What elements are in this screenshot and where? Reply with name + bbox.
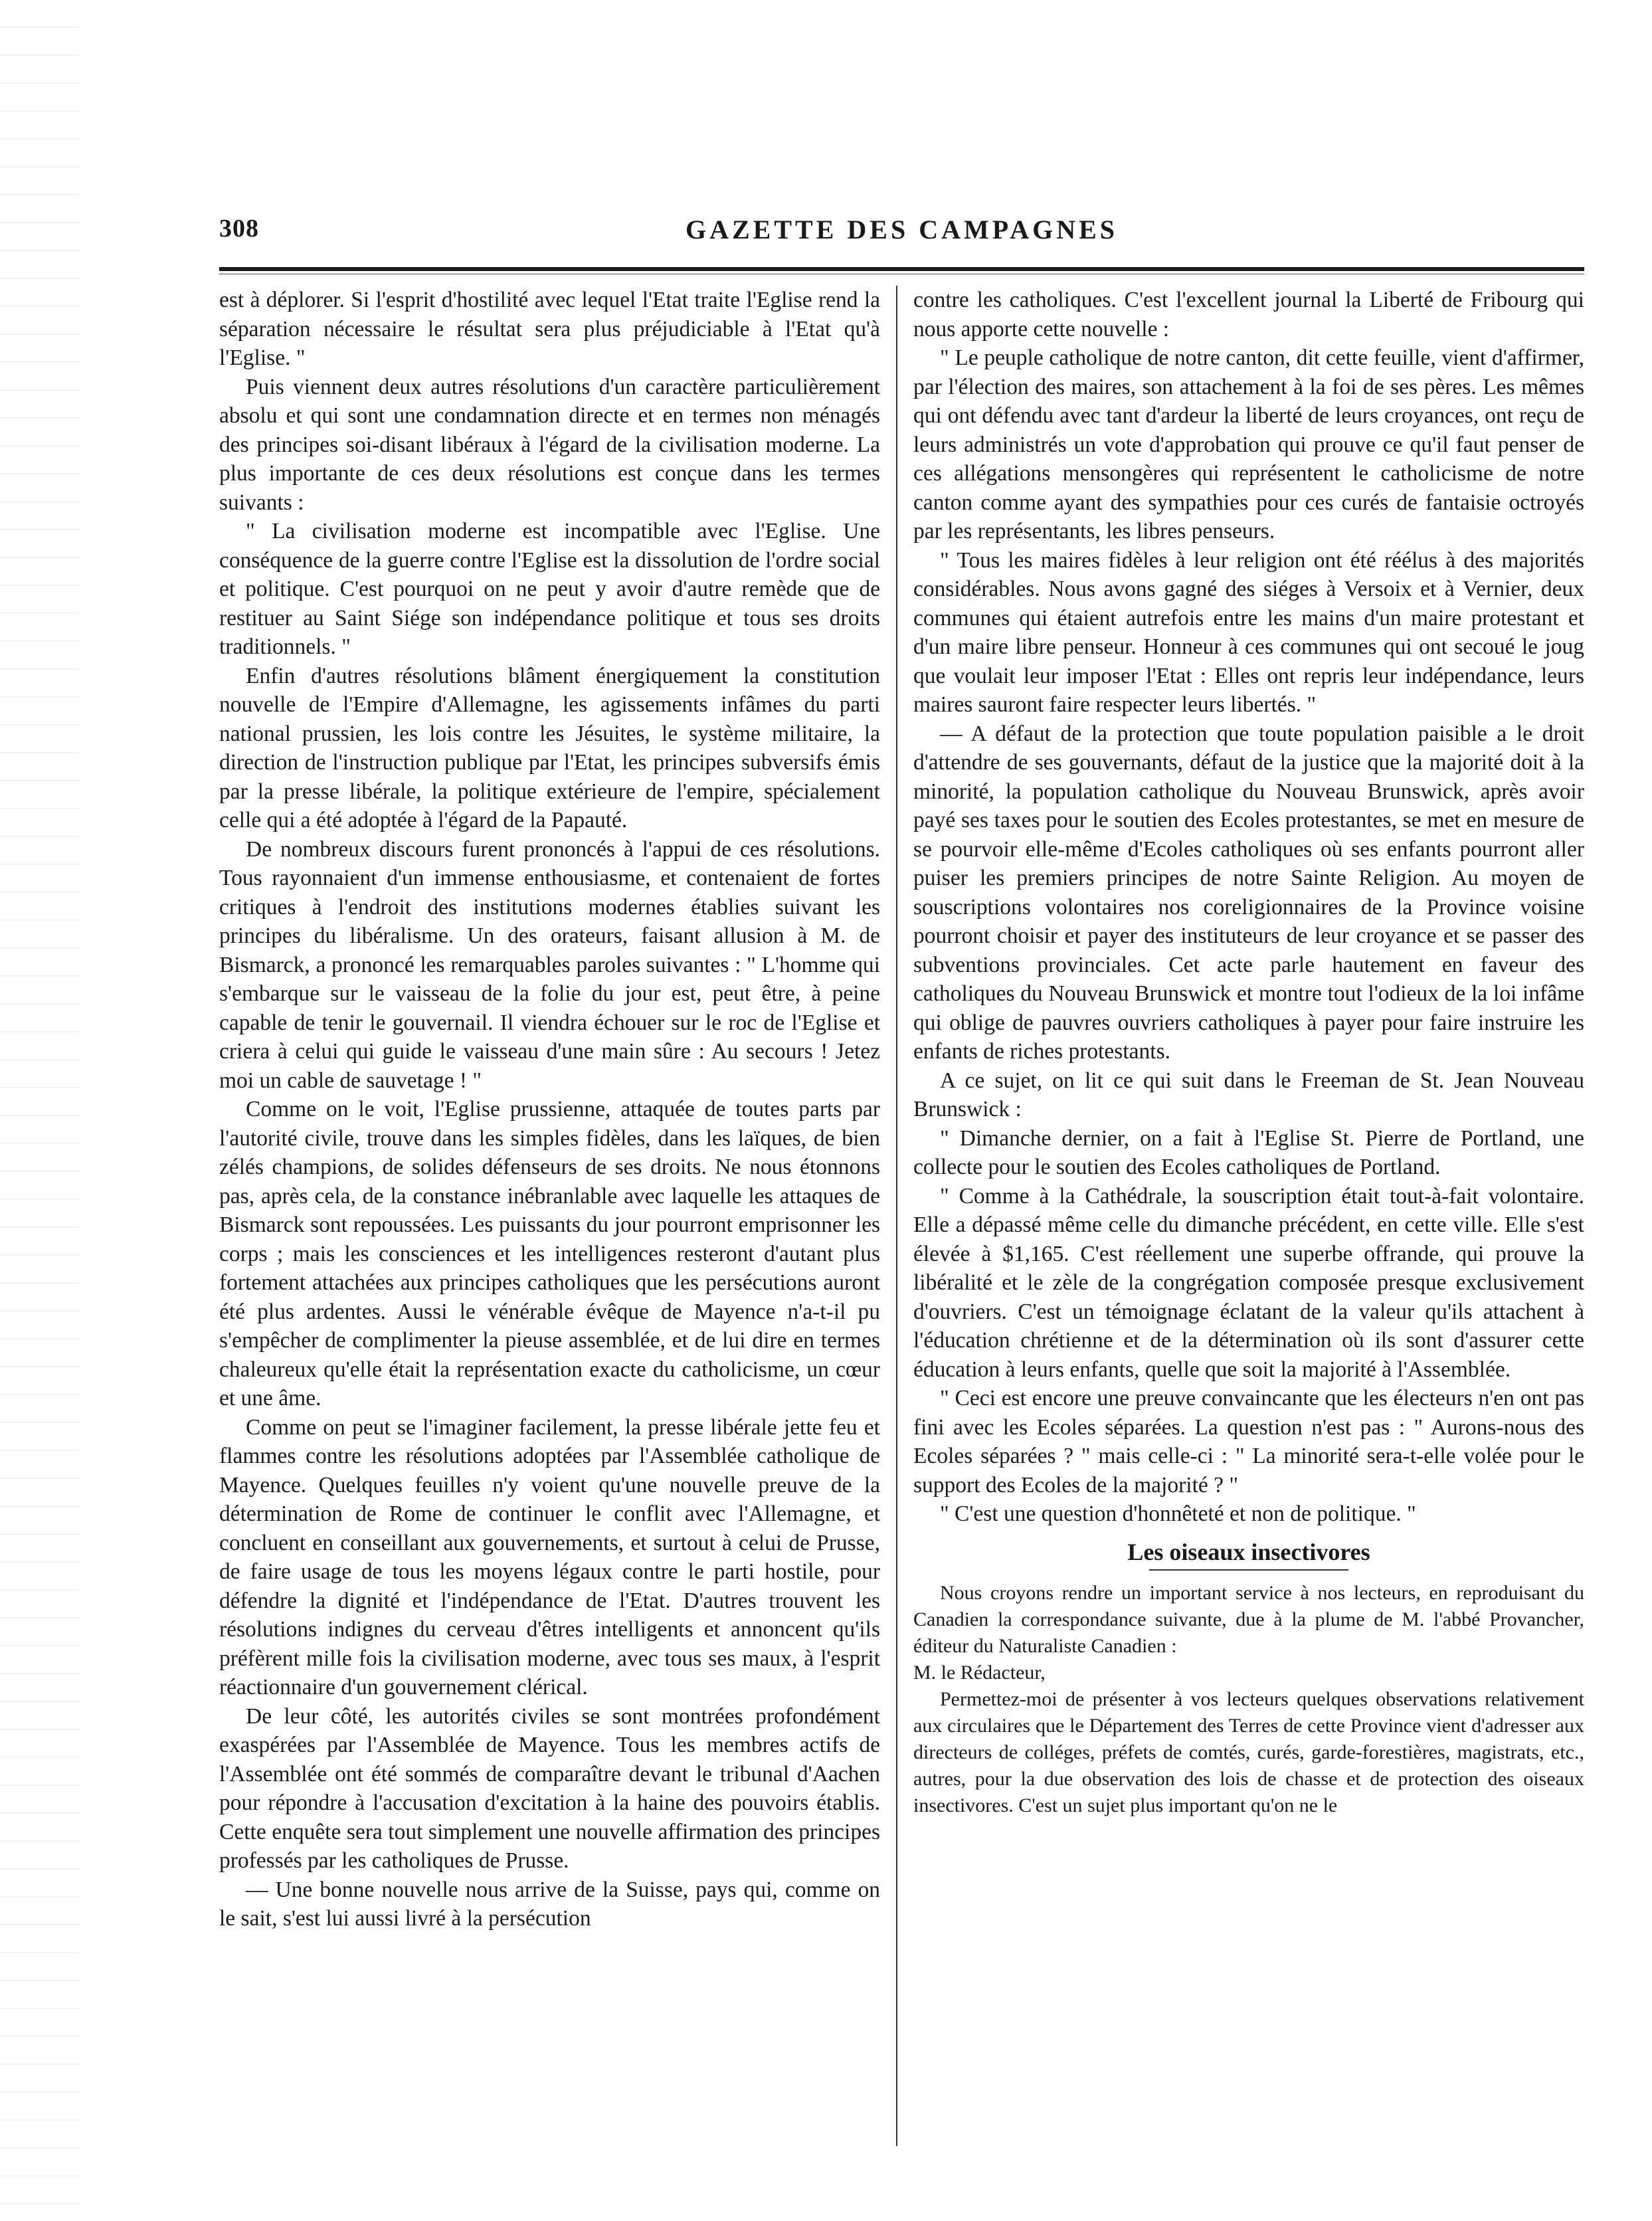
left-paragraph: — Une bonne nouvelle nous arrive de la Suisse, pays qui, comme on le sait, s'est lui aussi livré à la persécution	[219, 1877, 880, 1931]
right-paragraph: " C'est une question d'honnêteté et non de politique. "	[940, 1501, 1416, 1526]
left-paragraph: est à déplorer. Si l'esprit d'hostilité avec lequel l'Etat traite l'Eglise rend la séparation nécessaire le résultat sera plus préjudiciable à l'Etat qu'à l'Eglise. "	[219, 288, 880, 370]
page-header	[219, 214, 1584, 254]
left-paragraph: Puis viennent deux autres résolutions d'un caractère particulièrement absolu et qui sont une condamnation directe et en termes non ménagés des principes soi-disant libéraux à l'égard de la civilisation moderne. La plus importante de ces deux résolutions est conçue dans les termes suivants :	[219, 374, 880, 515]
right-paragraph: Nous croyons rendre un important service à nos lecteurs, en reproduisant du Canadien la correspondance suivante, due à la plume de M. l'abbé Provancher, éditeur du Naturaliste Canadien :	[913, 1582, 1584, 1657]
left-paragraph: Enfin d'autres résolutions blâment énergiquement la constitution nouvelle de l'Empire d'Allemagne, les agissements infâmes du parti national prussien, les lois contre les Jésuites, le système militaire, la direction de l'instruction publique par l'Etat, les principes subversifs émis par la presse libérale, la politique extérieure de l'empire, spécialement celle qui a été adoptée à l'égard de la Papauté.	[219, 663, 880, 832]
page-title: GAZETTE DES CAMPAGNES	[685, 215, 1118, 244]
section-heading-rule	[1149, 1569, 1348, 1571]
right-paragraph: Permettez-moi de présenter à vos lecteurs quelques observations relativement aux circulaires que le Département des Terres de cette Province vient d'adresser aux directeurs de colléges, préfets de comtés, curés, garde-forestières, magistrats, etc., autres, pour la due observation des lois de chasse et de protection des oiseaux insectivores. C'est un sujet plus important qu'on ne le	[913, 1688, 1584, 1816]
right-paragraph: " Le peuple catholique de notre canton, dit cette feuille, vient d'affirmer, par l'élection des maires, son attachement à la foi de ses pères. Les mêmes qui ont défendu avec tant d'ardeur la liberté de leurs croyances, ont reçu de leurs administrés un vote d'approbation qui prouve ce qu'il faut penser de ces allégations mensongères qui représentent le catholicisme de notre canton comme ayant des sympathies pour ces curés de fantaisie octroyés par les représentants, les libres penseurs.	[913, 345, 1584, 543]
section-heading: Les oiseaux insectivores	[1127, 1538, 1370, 1565]
left-paragraph: Comme on peut se l'imaginer facilement, la presse libérale jette feu et flammes contre les résolutions adoptées par l'Assemblée catholique de Mayence. Quelques feuilles n'y voient qu'une nouvelle preuve de la détermination de Rome de continuer le conflit avec l'Allemagne, et concluent en conseillant aux gouvernements, et surtout à celui de Prusse, de faire usage de tous les moyens légaux contre le parti hostile, pour défendre la dignité et l'indépendance de l'Etat. D'autres trouvent les résolutions indignes du cerveau d'êtres intelligents et annoncent qu'ils préfèrent mille fois la civilisation moderne, avec tous ses maux, à l'esprit réactionnaire d'un gouvernement clérical.	[219, 1414, 880, 1699]
left-paragraph: De nombreux discours furent prononcés à l'appui de ces résolutions. Tous rayonnaient d'un immense enthousiasme, et contenaient de fortes critiques à l'endroit des institutions modernes établies suivant les principes du libéralisme. Un des orateurs, faisant allusion à M. de Bismarck, a prononcé les remarquables paroles suivantes : " L'homme qui s'embarque sur le vaisseau de la folie du jour est, peut être, à peine capable de tenir le gouvernail. Il viendra échouer sur le roc de l'Eglise et criera à celui qui guide le vaisseau d'une main sûre : Au secours ! Jetez moi un cable de sauvetage ! "	[219, 836, 880, 1093]
left-paragraph: " La civilisation moderne est incompatible avec l'Eglise. Une conséquence de la guerre contre l'Eglise est la dissolution de l'ordre social et politique. C'est pourquoi on ne peut y avoir d'autre remède que de restituer au Saint Siége son indépendance politique et tous ses droits traditionnels. "	[219, 519, 880, 659]
scan-margin-specks	[0, 0, 80, 2221]
left-paragraph: De leur côté, les autorités civiles se sont montrées profondément exaspérées par l'Assemblée de Mayence. Tous les membres actifs de l'Assemblée ont été sommés de comparaître devant le tribunal d'Aachen pour répondre à l'accusation d'excitation à la haine des pouvoirs établis. Cette enquête sera tout simplement une nouvelle affirmation des principes professés par les catholiques de Prusse.	[219, 1703, 880, 1873]
right-paragraph: " Dimanche dernier, on a fait à l'Eglise St. Pierre de Portland, une collecte pour le soutien des Ecoles catholiques de Portland.	[913, 1125, 1584, 1179]
header-rule	[219, 267, 1584, 271]
page-number: 308	[219, 215, 259, 242]
left-paragraph: Comme on le voit, l'Eglise prussienne, attaquée de toutes parts par l'autorité civile, trouve dans les simples fidèles, dans les laïques, de bien zélés champions, de solides défenseurs de ses droits. Ne nous étonnons pas, après cela, de la constance inébranlable avec laquelle les attaques de Bismarck sont repoussées. Les puissants du jour pourront emprisonner les corps ; mais les consciences et les intelligences resteront d'autant plus fortement attachées aux principes catholiques que les persécutions auront été plus ardentes. Aussi le vénérable évêque de Mayence n'a-t-il pu s'empêcher de complimenter la pieuse assemblée, et de lui dire en termes chaleureux qu'elle était la représentation exacte du catholicisme, un cœur et une âme.	[219, 1097, 880, 1410]
right-paragraph: " Ceci est encore une preuve convaincante que les électeurs n'en ont pas fini avec les Ecoles séparées. La question n'est pas : " Aurons-nous des Ecoles séparées ? " mais celle-ci : " La minorité sera-t-elle volée pour le support des Ecoles de la majorité ? "	[913, 1386, 1584, 1497]
left-column	[219, 286, 880, 2146]
right-paragraph: contre les catholiques. C'est l'excellent journal la Liberté de Fribourg qui nous apporte cette nouvelle :	[913, 288, 1584, 341]
right-column	[913, 286, 1584, 2146]
salutation: M. le Rédacteur,	[913, 1662, 1046, 1684]
column-divider	[896, 286, 897, 2146]
right-paragraph: " Comme à la Cathédrale, la souscription était tout-à-fait volontaire. Elle a dépassé même celle du dimanche précédent, en cette ville. Elle s'est élevée à $1,165. C'est réellement une superbe offrande, qui prouve la libéralité et le zèle de la congrégation composée presque exclusivement d'ouvriers. C'est un témoignage éclatant de la valeur qu'ils attachent à l'éducation chrétienne et de la détermination où ils sont d'assurer cette éducation à leurs enfants, quelle que soit la majorité à l'Assemblée.	[913, 1183, 1584, 1382]
right-paragraph: " Tous les maires fidèles à leur religion ont été réélus à des majorités considérables. Nous avons gagné des siéges à Versoix et à Vernier, deux communes qui étaient autrefois entre les mains d'un maire protestant et d'un maire libre penseur. Honneur à ces communes qui ont secoué le joug que voulait leur imposer l'Etat : Elles ont repris leur indépendance, leurs maires sauront faire respecter leurs libertés. "	[913, 547, 1584, 717]
right-paragraph: A ce sujet, on lit ce qui suit dans le Freeman de St. Jean Nouveau Brunswick :	[913, 1068, 1584, 1121]
right-paragraph: — A défaut de la protection que toute population paisible a le droit d'attendre de ses gouvernants, défaut de la justice que la majorité doit à la minorité, la population catholique du Nouveau Brunswick, après avoir payé ses taxes pour le soutien des Ecoles protestantes, se met en mesure de se pourvoir elle-même d'Ecoles catholiques où ses enfants pourront aller puiser les premiers principes de notre Sainte Religion. Au moyen de souscriptions volontaires nos coreligionnaires de la Province voisine pourront choisir et payer des instituteurs de leur croyance et se passer des subventions provinciales. Cet acte parle hautement en faveur des catholiques du Nouveau Brunswick et montre tout l'odieux de la loi infâme qui oblige de pauvres ouvriers catholiques à payer pour faire instruire les enfants de riches protestants.	[913, 721, 1584, 1064]
